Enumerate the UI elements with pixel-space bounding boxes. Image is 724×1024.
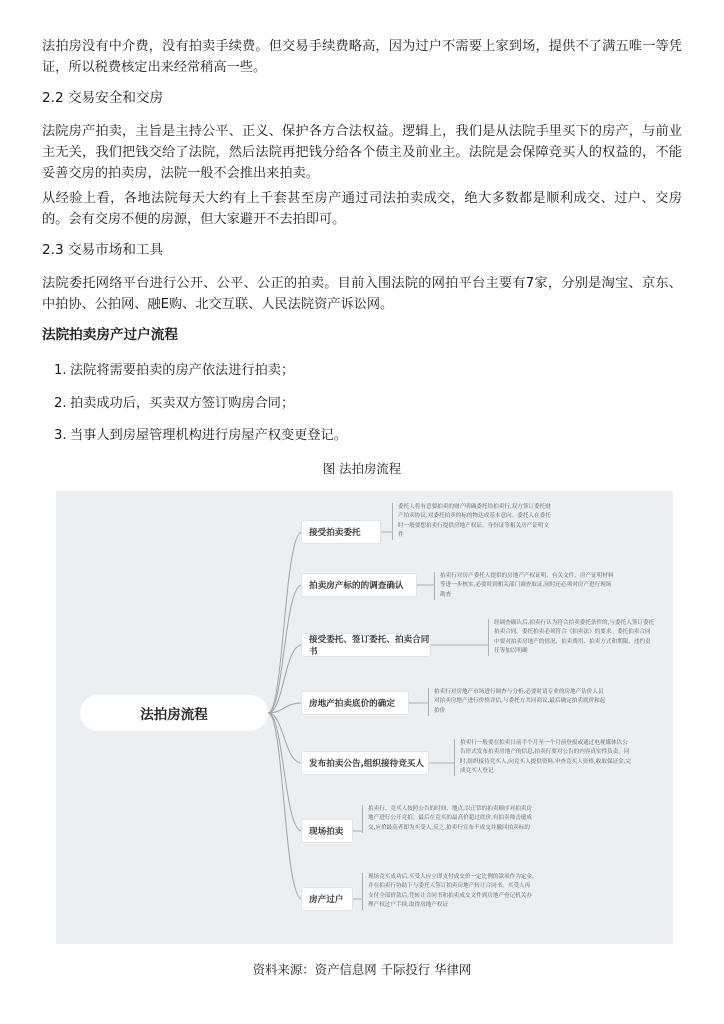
mindmap-node-description: 拍卖行、竞买人按照公告的时间、地点,以正常的拍卖顺序对拍卖房地产进行公开竞拍。最后在竞买的最高价超过底价,有拍卖师击槌成交,应价最高者即为买受人,反之,拍卖行宣布不成交并撤回拍卖标的 [362, 805, 534, 833]
list-text: 当事人到房屋管理机构进行房屋产权变更登记。 [70, 428, 347, 443]
list-text: 法院将需要拍卖的房产依法进行拍卖； [70, 363, 295, 378]
paragraph-experience: 从经验上看，各地法院每天大约有上千套甚至房产通过司法拍卖成交，绝大多数都是顺利成交、过户、交房的。会有交房不便的房源，但大家避开不去拍即可。 [42, 191, 682, 227]
list-item [54, 426, 347, 446]
paragraph-platforms: 法院委托网络平台进行公开、公平、公正的拍卖。目前入围法院的网拍平台主要有7家，分别是淘宝、京东、中拍协、公拍网、融E购、北交互联、人民法院资产诉讼网。 [42, 276, 682, 312]
list-item [54, 361, 294, 381]
list-number: 1. [54, 363, 67, 378]
section-heading-2-3: 2.3 交易市场和工具 [42, 242, 164, 258]
connector-2 [268, 585, 302, 713]
mindmap-node: 接受拍卖委托 [302, 521, 380, 543]
heading-transfer-process: 法院拍卖房产过户流程 [42, 327, 178, 343]
mindmap-diagram [56, 491, 673, 944]
connector-1 [268, 532, 302, 713]
section-heading-2-2: 2.2 交易安全和交房 [42, 90, 164, 106]
mindmap-node: 发布拍卖公告,组织接待竞买人 [302, 752, 428, 774]
mindmap-node: 房产过户 [302, 888, 352, 910]
list-item [54, 394, 294, 414]
list-number: 3. [54, 428, 67, 443]
paragraph-safety: 法院房产拍卖，主旨是主持公平、正义、保护各方合法权益。逻辑上，我们是从法院手里买下的房产，与前业主无关，我们把钱交给了法院，然后法院再把钱分给各个债主及前业主。法院是会保障竞买人的权益的，不能妥善交房的拍卖房，法院一般不会推出来拍卖。 [42, 124, 682, 181]
mindmap-node: 拍卖房产标的的调查确认 [302, 574, 416, 596]
connector-3 [268, 645, 302, 713]
mindmap-node-description: 拍卖行对房产委托人提供的房地产产权证明、有关文件、房产证明材料等进一步核实,必要时到相关部门调查取证,同时还必须对房产进行现场勘查 [434, 572, 614, 600]
mindmap-node: 现场拍卖 [302, 820, 352, 842]
mindmap-root: 法拍房流程 [80, 695, 268, 731]
mindmap-node-description: 拍卖行对房地产市场进行调查与分析,必要时请专业的房地产估价人员对拍卖房地产进行价格评估,与委托方共同商议,最后确定拍卖底价和起拍价 [428, 688, 608, 716]
list-text: 拍卖成功后，买卖双方签订购房合同； [70, 396, 295, 411]
list-number: 2. [54, 396, 67, 411]
mindmap-node-description: 经调查确认后,拍卖行认为符合拍卖委托条件的,与委托人签订委托拍卖合同。委托拍卖必须符合《拍卖法》的要求。委托拍卖合同中要对拍卖房地产的情况、拍卖费用、拍卖方式和期限、违约责任等加以明确 [488, 619, 656, 656]
figure-caption: 图 法拍房流程 [322, 461, 402, 476]
mindmap-node-description: 拍卖行一般要在拍卖日前半个月至一个月前登报或通过电视媒体以公告形式发布拍卖房地产的信息,拍卖行要对公告的内容真实性负责。同时,组织接待竞买人,向竞买人提供资料,审查竞买人资格,收取保证金,完成竞买人登记 [454, 739, 632, 776]
mindmap-node: 接受委托、签订委托、拍卖合同书 [302, 634, 430, 656]
mindmap-node-description: 现场竞买成功后,买受人应立即支付成交价一定比例的款项作为定金,并在拍卖行协助下与委托人签订拍卖房地产转让合同书。买受人再支付全部价款后,凭转让合同书和拍卖成交文件到房地产登记机关办理产权过户手续,取得房地产权证 [362, 873, 534, 910]
mindmap-node-description: 委托人将有意要拍卖的财产明确委托给拍卖行,双方签订委托财产拍卖协议,对委托拍卖的标的物达成基本意向。委托人在委托时一般要想拍卖行提供房地产权证、身份证等相关房产证明文件 [392, 503, 552, 540]
source-note: 资料来源：资产信息网 千际投行 华律网 [252, 962, 472, 977]
mindmap-node: 房地产拍卖底价的确定 [302, 692, 408, 714]
paragraph-fees: 法拍房没有中介费，没有拍卖手续费。但交易手续费略高，因为过户不需要上家到场，提供不了满五唯一等凭证，所以税费核定出来经常稍高一些。 [42, 39, 682, 75]
